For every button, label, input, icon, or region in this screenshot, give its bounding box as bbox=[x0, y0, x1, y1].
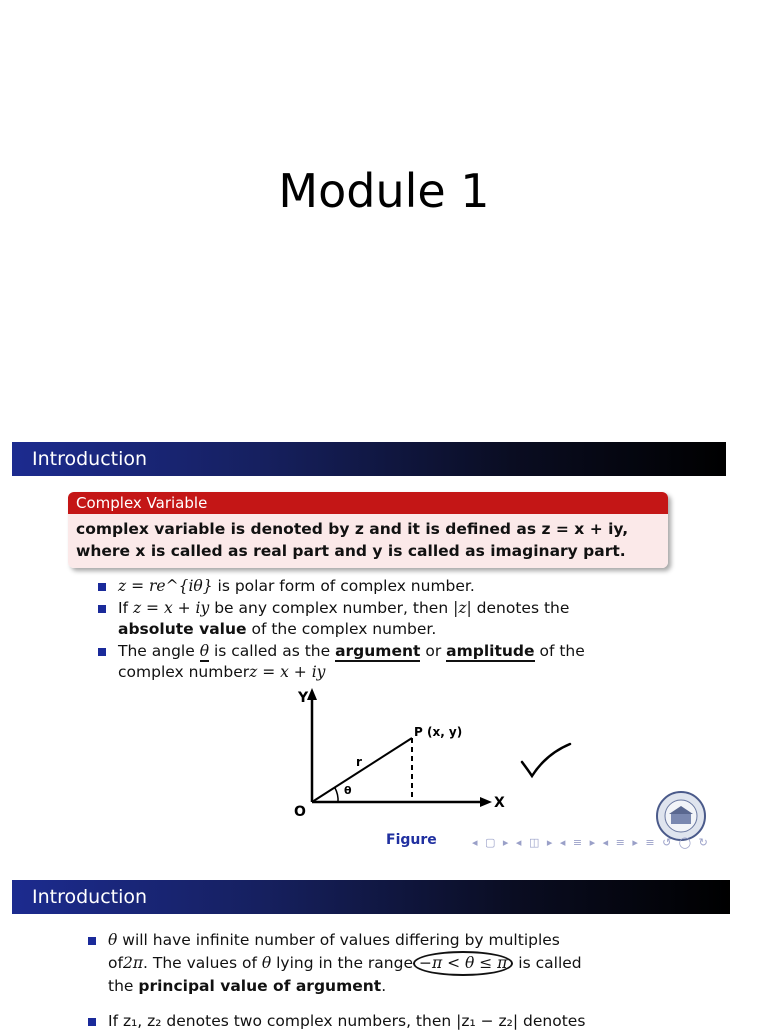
item-text: denotes the bbox=[471, 599, 570, 617]
list-item bbox=[86, 930, 686, 997]
item-text: of bbox=[108, 954, 123, 972]
list-item bbox=[96, 576, 696, 597]
slide-header: Introduction bbox=[12, 880, 730, 914]
math-expression: θ bbox=[108, 931, 118, 949]
handwritten-check-icon bbox=[518, 740, 574, 780]
item-text: or bbox=[420, 642, 447, 660]
slide-1 bbox=[0, 442, 768, 862]
list-item bbox=[96, 598, 696, 640]
item-text: of the bbox=[534, 642, 585, 660]
item-text: is called as the bbox=[209, 642, 336, 660]
circled-range bbox=[413, 951, 513, 976]
list-item bbox=[86, 1011, 686, 1032]
bullet-list bbox=[86, 930, 686, 1033]
math-expression: z = x + iy bbox=[132, 599, 210, 617]
y-axis-arrow bbox=[307, 688, 317, 700]
slide-2 bbox=[0, 880, 768, 1030]
theta-label: θ bbox=[344, 784, 352, 797]
radius-line bbox=[312, 738, 412, 802]
institution-seal-icon bbox=[655, 790, 707, 842]
block-title: Complex Variable bbox=[68, 492, 668, 514]
list-item bbox=[96, 641, 696, 683]
y-label: Y bbox=[298, 690, 309, 706]
module-title: Module 1 bbox=[278, 164, 490, 218]
block-line-2: where x is called as real part and y is called as imaginary part. bbox=[76, 542, 626, 560]
math-expression: z = x + iy bbox=[249, 663, 326, 681]
slide-header: Introduction bbox=[12, 442, 726, 476]
bold-term: absolute value bbox=[118, 620, 247, 638]
x-axis-arrow bbox=[480, 797, 492, 807]
item-text: . The values of bbox=[143, 954, 262, 972]
block-line-1: complex variable is denoted by z and it is defined as z = x + iy, bbox=[76, 520, 629, 538]
bold-term: argument bbox=[335, 642, 421, 660]
math-expression: θ bbox=[261, 954, 272, 972]
item-text: is polar form of complex number. bbox=[212, 577, 475, 595]
item-text: the bbox=[108, 977, 139, 995]
origin-label: O bbox=[294, 804, 306, 820]
item-text: will have infinite number of values differing by multiples bbox=[117, 931, 560, 949]
item-text: is called bbox=[513, 954, 582, 972]
item-text: If z₁, z₂ denotes two complex numbers, then |z₁ − z₂| denotes bbox=[108, 1012, 586, 1030]
bold-term: principal value of argument bbox=[138, 977, 382, 995]
item-text: lying in the range bbox=[271, 954, 413, 972]
item-text: be any complex number, then bbox=[209, 599, 454, 617]
item-text: If bbox=[118, 599, 133, 617]
item-text: The angle bbox=[118, 642, 200, 660]
math-expression: |z| bbox=[453, 599, 472, 617]
argand-diagram bbox=[286, 686, 516, 826]
angle-arc bbox=[335, 788, 338, 802]
bold-term: amplitude bbox=[446, 642, 535, 660]
item-text: complex number bbox=[118, 663, 250, 681]
math-expression: z = re^{iθ} bbox=[118, 577, 213, 595]
math-expression: 2π bbox=[122, 954, 144, 972]
x-label: X bbox=[494, 795, 505, 811]
argand-figure bbox=[286, 686, 516, 826]
math-expression: −π < θ ≤ π bbox=[418, 954, 508, 972]
r-label: r bbox=[356, 755, 362, 769]
block-body bbox=[68, 514, 668, 568]
figure-caption: Figure bbox=[386, 832, 437, 848]
point-label: P (x, y) bbox=[414, 725, 463, 739]
bullet-list bbox=[96, 576, 696, 684]
definition-block bbox=[68, 492, 668, 568]
beamer-navigation-icons[interactable]: ◂ ▢ ▸ ◂ ◫ ▸ ◂ ≡ ▸ ◂ ≡ ▸ ≡ ↺ ◯ ↻ bbox=[472, 836, 710, 849]
item-text: of the complex number. bbox=[246, 620, 437, 638]
math-expression: θ bbox=[199, 642, 210, 660]
item-text: . bbox=[381, 977, 387, 995]
